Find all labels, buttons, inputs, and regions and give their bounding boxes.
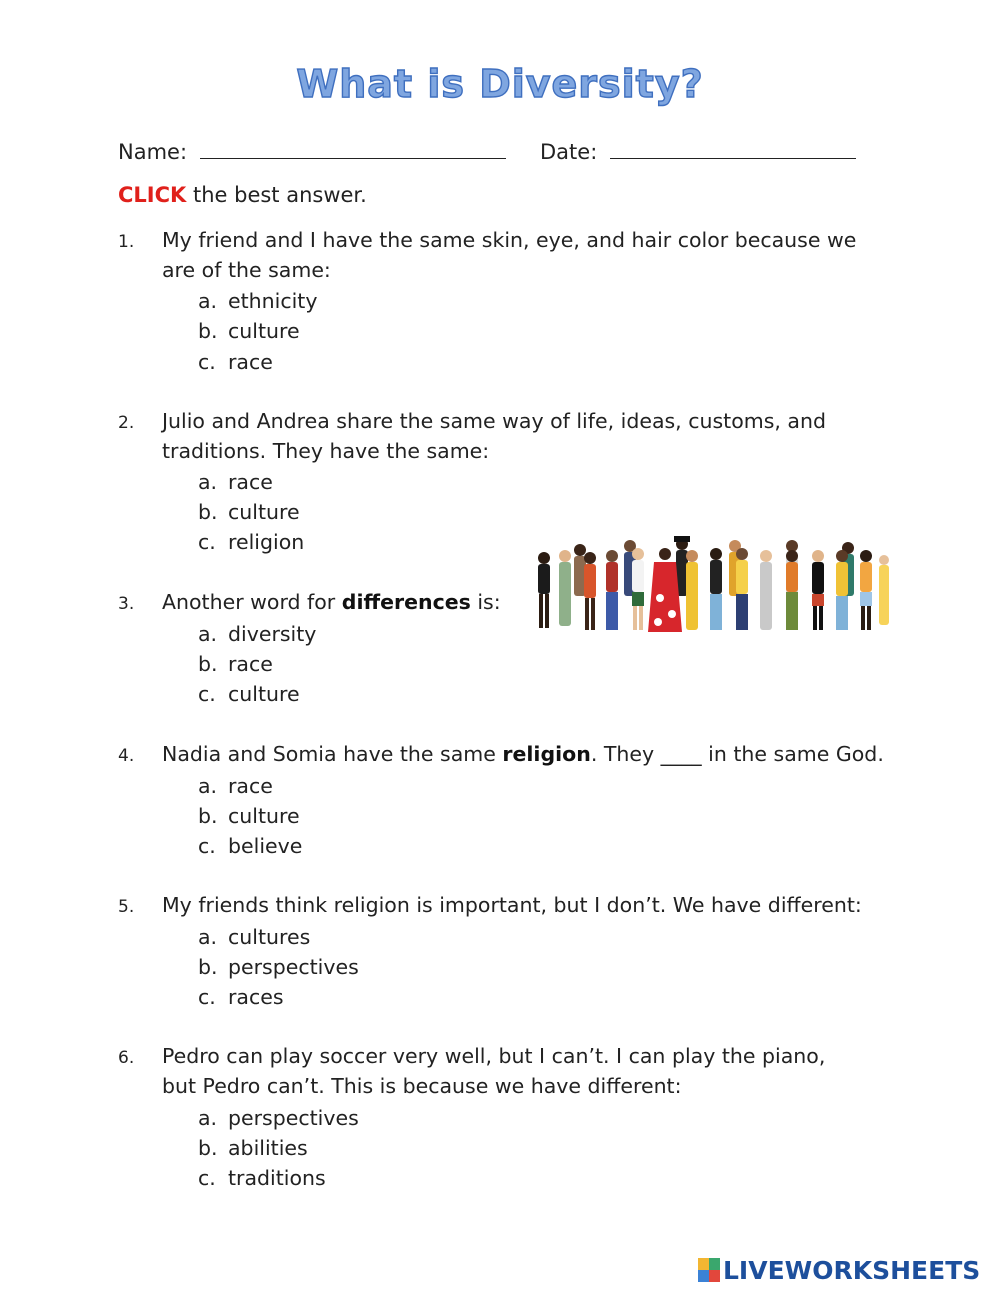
answer-option[interactable] <box>198 289 317 313</box>
question-number: 5. <box>118 897 135 917</box>
answer-option[interactable] <box>198 530 304 554</box>
answer-option[interactable] <box>198 925 310 949</box>
answer-option[interactable] <box>198 834 302 858</box>
option-text[interactable]: race <box>228 774 273 798</box>
option-text[interactable]: race <box>228 470 273 494</box>
answer-option[interactable] <box>198 319 300 343</box>
question-text-part: Nadia and Somia have the same <box>162 742 503 766</box>
option-letter: a. <box>198 1106 218 1130</box>
liveworksheets-logo[interactable] <box>698 1256 980 1284</box>
answer-option[interactable] <box>198 955 359 979</box>
question-number: 6. <box>118 1048 135 1068</box>
answer-option[interactable] <box>198 500 300 524</box>
crowd-front-row <box>538 548 889 632</box>
answer-option[interactable] <box>198 350 273 374</box>
option-text[interactable]: culture <box>228 682 300 706</box>
question-text: My friend and I have the same skin, eye, and hair color because we are of the same: <box>162 228 857 282</box>
question-keyword: religion <box>502 742 591 766</box>
name-label: Name: <box>118 140 188 164</box>
option-letter: a. <box>198 289 218 313</box>
worksheet-title: What is Diversity? <box>296 62 704 106</box>
answer-option[interactable] <box>198 622 316 646</box>
option-text[interactable]: race <box>228 652 273 676</box>
name-field[interactable] <box>200 138 506 159</box>
date-row <box>540 138 856 164</box>
question-keyword: differences <box>341 590 471 614</box>
question-number: 2. <box>118 413 135 433</box>
option-letter: b. <box>198 955 218 979</box>
option-letter: c. <box>198 834 216 858</box>
option-text[interactable]: traditions <box>228 1166 326 1190</box>
question-number: 1. <box>118 232 135 252</box>
option-text[interactable]: races <box>228 985 284 1009</box>
option-text[interactable]: ethnicity <box>228 289 318 313</box>
question-text-part: . They ____ in the same God. <box>590 742 884 766</box>
diverse-crowd-illustration <box>530 528 892 640</box>
option-letter: a. <box>198 774 218 798</box>
answer-option[interactable] <box>198 470 273 494</box>
answer-option[interactable] <box>198 652 273 676</box>
option-letter: b. <box>198 319 218 343</box>
answer-option[interactable] <box>198 985 284 1009</box>
option-text[interactable]: culture <box>228 319 300 343</box>
option-text[interactable]: perspectives <box>228 1106 359 1130</box>
option-text[interactable]: religion <box>228 530 305 554</box>
instruction-text: the best answer. <box>186 183 367 207</box>
instruction-emphasis: CLICK <box>118 183 187 207</box>
option-text[interactable]: cultures <box>228 925 311 949</box>
option-text[interactable]: perspectives <box>228 955 359 979</box>
option-text[interactable]: culture <box>228 804 300 828</box>
option-letter: a. <box>198 925 218 949</box>
option-text[interactable]: culture <box>228 500 300 524</box>
question-text-part: is: <box>470 590 501 614</box>
option-text[interactable]: race <box>228 350 273 374</box>
question-number: 4. <box>118 746 135 766</box>
question-text: My friends think religion is important, but I don’t. We have different: <box>162 893 862 917</box>
option-letter: b. <box>198 500 218 524</box>
question-text: Pedro can play soccer very well, but I can’t. I can play the piano, but Pedro can’t. This is because we have different: <box>162 1044 826 1098</box>
answer-option[interactable] <box>198 1166 326 1190</box>
name-row <box>118 138 506 164</box>
question-number: 3. <box>118 594 135 614</box>
option-text[interactable]: abilities <box>228 1136 308 1160</box>
option-letter: c. <box>198 682 216 706</box>
answer-option[interactable] <box>198 804 300 828</box>
option-letter: c. <box>198 985 216 1009</box>
question-text-part: Another word for <box>162 590 342 614</box>
question-text <box>162 587 522 617</box>
option-letter: c. <box>198 530 216 554</box>
option-letter: b. <box>198 1136 218 1160</box>
brand-name: LIVEWORKSHEETS <box>723 1255 981 1285</box>
option-text[interactable]: believe <box>228 834 303 858</box>
answer-option[interactable] <box>198 682 300 706</box>
instruction <box>118 183 367 207</box>
option-letter: a. <box>198 622 218 646</box>
question-text: Julio and Andrea share the same way of life, ideas, customs, and traditions. They have the same: <box>162 409 826 463</box>
date-field[interactable] <box>610 138 856 159</box>
option-text[interactable]: diversity <box>228 622 317 646</box>
answer-option[interactable] <box>198 774 273 798</box>
liveworksheets-logo-icon <box>698 1258 720 1282</box>
option-letter: c. <box>198 1166 216 1190</box>
option-letter: c. <box>198 350 216 374</box>
answer-option[interactable] <box>198 1106 359 1130</box>
question-text <box>162 739 902 769</box>
answer-option[interactable] <box>198 1136 308 1160</box>
option-letter: a. <box>198 470 218 494</box>
date-label: Date: <box>540 140 598 164</box>
option-letter: b. <box>198 804 218 828</box>
option-letter: b. <box>198 652 218 676</box>
